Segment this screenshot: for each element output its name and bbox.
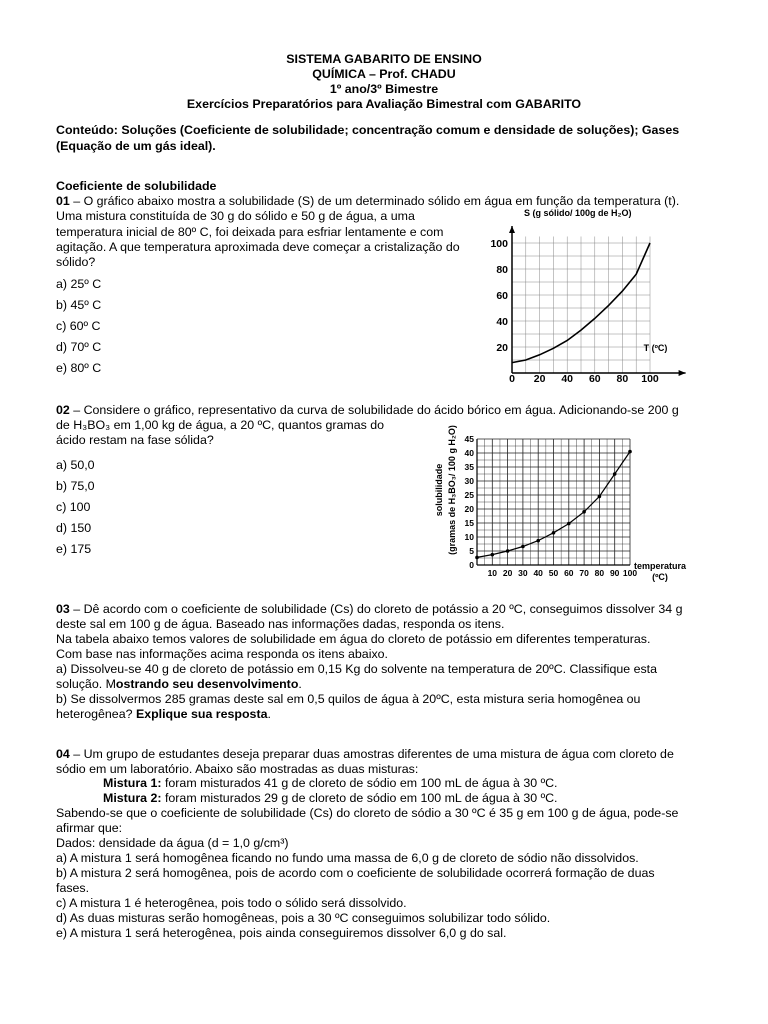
q01-line-4: agitação. A que temperatura aproximada deve começar a cristalização do	[56, 240, 460, 254]
q04-line-6: afirmar que:	[56, 821, 123, 835]
data-point	[475, 556, 479, 560]
q02-option-e: e) 175	[56, 542, 92, 556]
boric-acid-solubility-chart	[422, 420, 712, 590]
q04-line-5: Sabendo-se que o coeficiente de solubilidade (Cs) do cloreto de sódio a 30 ºC é 35 g em 100 g de água, pode-se	[56, 806, 679, 820]
x-tick-label: 40	[533, 568, 543, 578]
q01-option-d: d) 70º C	[56, 340, 102, 354]
q03-item-b-line-2: heterogênea? Explique sua resposta.	[56, 707, 271, 721]
content-line-2: (Equação de um gás ideal).	[56, 139, 216, 153]
y-tick-label: 15	[464, 518, 474, 528]
x-tick-label: 0	[509, 373, 515, 383]
y-tick-label: 40	[496, 316, 508, 328]
x-tick-label: 10	[487, 568, 498, 578]
data-point	[613, 472, 617, 476]
q02-option-b: b) 75,0	[56, 479, 95, 493]
subject-teacher: QUÍMICA – Prof. CHADU	[312, 67, 456, 81]
y-axis-arrow	[509, 226, 515, 233]
data-point	[536, 539, 540, 543]
x-tick-label: 60	[564, 568, 574, 578]
q04-data: Dados: densidade da água (d = 1,0 g/cm³)	[56, 836, 289, 850]
q02-line-3: ácido restam na fase sólida?	[56, 433, 214, 447]
q03-line-3: Na tabela abaixo temos valores de solubilidade em água do cloreto de potássio em diferentes temperaturas.	[56, 632, 651, 646]
q04-option-d: d) As duas misturas serão homogêneas, pois a 30 ºC conseguimos solubilizar todo sólido.	[56, 911, 551, 925]
x-tick-label: 20	[533, 373, 546, 383]
y-tick-label: 80	[496, 264, 508, 276]
q04-number: 04	[56, 747, 70, 761]
grade-term: 1º ano/3º Bimestre	[329, 82, 439, 96]
q03-line-1: 03 – Dê acordo com o coeficiente de solubilidade (Cs) do cloreto de potássio a 20 ºC, conseguimos dissolver 34 g	[56, 602, 683, 616]
school-name: SISTEMA GABARITO DE ENSINO	[286, 52, 482, 66]
y-tick-label: 20	[496, 342, 508, 354]
y-axis-label: S (g sólido/ 100g de H₂O)	[524, 208, 632, 218]
q02-option-c: c) 100	[56, 500, 91, 514]
y-tick-label: 40	[464, 448, 474, 458]
q01-number: 01	[56, 194, 70, 208]
content-line-1: Conteúdo: Soluções (Coeficiente de solubilidade; concentração comum e densidade de soluções); Gases	[56, 123, 680, 137]
x-tick-label: 50	[548, 568, 559, 578]
q01-option-a: a) 25º C	[56, 277, 102, 291]
q04-option-c: c) A mistura 1 é heterogênea, pois todo o sólido será dissolvido.	[56, 896, 407, 910]
y-tick-label: 5	[469, 546, 474, 556]
q03-item-a-line-2: solução. Mostrando seu desenvolvimento.	[56, 677, 302, 691]
x-tick-label: 40	[561, 373, 574, 383]
q04-line-1: 04 – Um grupo de estudantes deseja preparar duas amostras diferentes de uma mistura de água com cloreto de	[56, 747, 674, 761]
q02-line-1: 02 – Considere o gráfico, representativo da curva de solubilidade do ácido bórico em água. Adicionando-se 200 g	[56, 403, 679, 417]
q01-option-c: c) 60º C	[56, 319, 101, 333]
y-tick-label: 25	[464, 490, 474, 500]
x-tick-label: 30	[518, 568, 528, 578]
x-tick-label: 70	[579, 568, 589, 578]
y-tick-label: 45	[464, 434, 474, 444]
q04-mixture-2: Mistura 2: foram misturados 29 g de cloreto de sódio em 100 mL de água à 30 ºC.	[103, 791, 558, 805]
x-tick-label: 20	[502, 568, 513, 578]
document-title: Exercícios Preparatórios para Avaliação Bimestral com GABARITO	[186, 97, 582, 111]
data-point	[582, 510, 586, 514]
x-tick-label: 90	[609, 568, 620, 578]
x-tick-label: 80	[616, 373, 629, 383]
data-point	[598, 495, 602, 499]
q02-option-d: d) 150	[56, 521, 92, 535]
q03-line-2: deste sal em 100 g de água. Baseado nas informações dadas, responda os itens.	[56, 617, 505, 631]
q02-number: 02	[56, 403, 70, 417]
x-axis-label: temperatura	[633, 561, 687, 571]
y-tick-label: 10	[464, 532, 474, 542]
y-tick-label: 100	[490, 238, 508, 250]
q04-option-a: a) A mistura 1 será homogênea ficando no fundo uma massa de 6,0 g de cloreto de sódio não dissolvidos.	[56, 851, 639, 865]
q04-option-b-line-1: b) A mistura 2 será homogênea, pois de acordo com o coeficiente de solubilidade ocorrerá formação de duas	[56, 866, 655, 880]
data-point	[491, 553, 495, 557]
x-axis-arrow	[679, 370, 686, 376]
data-point	[521, 545, 525, 549]
q02-line-2: de H₃BO₃ em 1,00 kg de água, a 20 ºC, quantos gramas do	[56, 418, 385, 432]
y-tick-label: 20	[464, 504, 474, 514]
x-tick-label: 60	[588, 373, 601, 383]
x-tick-label: 80	[594, 568, 605, 578]
q03-line-4: Com base nas informações acima responda os itens abaixo.	[56, 647, 388, 661]
x-axis-sublabel: (ºC)	[652, 572, 668, 582]
q04-line-2: sódio em um laboratório. Abaixo são mostradas as duas misturas:	[56, 762, 419, 776]
data-point	[552, 531, 556, 535]
data-point	[506, 549, 510, 553]
q04-mixture-1: Mistura 1: foram misturados 41 g de cloreto de sódio em 100 mL de água à 30 ºC.	[103, 776, 558, 790]
q03-item-a-line-1: a) Dissolveu-se 40 g de cloreto de potássio em 0,15 Kg do solvente na temperatura de 20ºC. Classifique esta	[56, 662, 657, 676]
data-point	[567, 522, 571, 526]
q03-number: 03	[56, 602, 70, 616]
q04-option-b-line-2: fases.	[56, 881, 90, 895]
solubility-chart-1	[482, 203, 702, 383]
q03-item-b-line-1: b) Se dissolvermos 285 gramas deste sal em 0,5 quilos de água à 20ºC, esta mistura seria homogênea ou	[56, 692, 641, 706]
data-point	[628, 450, 632, 454]
q01-line-3: temperatura inicial de 80º C, foi deixada para esfriar lentamente e com	[56, 225, 444, 239]
y-tick-label: 60	[496, 290, 508, 302]
x-tick-label: 100	[641, 373, 659, 383]
q04-option-e: e) A mistura 1 será heterogênea, pois ainda conseguiremos dissolver 6,0 g do sal.	[56, 926, 507, 940]
section-title: Coeficiente de solubilidade	[56, 179, 217, 193]
q01-line-2: Uma mistura constituída de 30 g do sólido e 50 g de água, a uma	[56, 209, 415, 223]
x-axis-label: T (ºC)	[643, 342, 668, 353]
y-tick-label: 0	[469, 560, 474, 570]
q01-option-e: e) 80º C	[56, 361, 102, 375]
q02-option-a: a) 50,0	[56, 458, 95, 472]
y-axis-sublabel: (gramas de H₃BO₃/ 100 g H₂O)	[447, 425, 457, 555]
y-axis-label: solubilidade	[434, 463, 444, 517]
x-tick-label: 100	[622, 568, 638, 578]
y-tick-label: 35	[464, 462, 474, 472]
q01-option-b: b) 45º C	[56, 298, 102, 312]
y-tick-label: 30	[464, 476, 474, 486]
q01-line-1: 01 – O gráfico abaixo mostra a solubilidade (S) de um determinado sólido em água em função da temperatura (t).	[56, 194, 680, 208]
q01-line-5: sólido?	[56, 255, 96, 269]
